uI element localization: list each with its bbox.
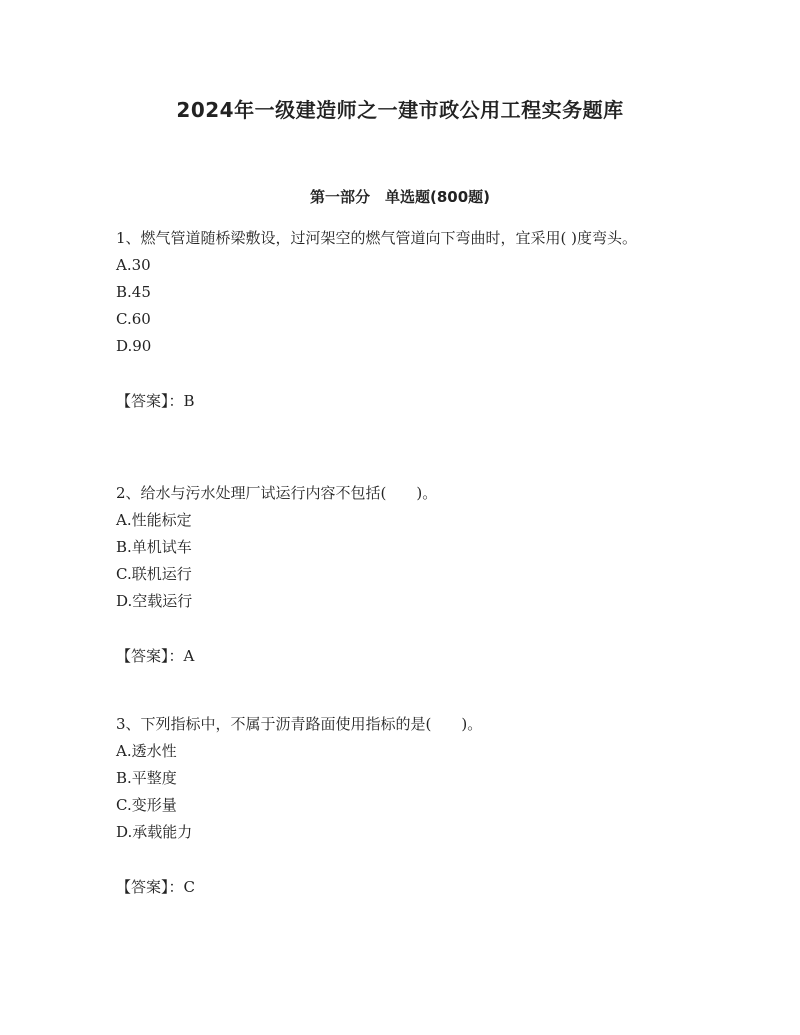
answer-line	[116, 874, 688, 901]
question-stem: 2、给水与污水处理厂试运行内容不包括( )。	[116, 484, 438, 502]
answer-label: 【答案】：	[116, 392, 184, 410]
option-d: D.空载运行	[116, 592, 193, 610]
answer-value: A	[183, 647, 195, 665]
question-stem: 1、燃气管道随桥梁敷设，过河架空的燃气管道向下弯曲时，宜采用( )度弯头。	[116, 229, 638, 247]
option-list	[116, 252, 688, 360]
option-list	[116, 507, 688, 615]
option-a: A.性能标定	[116, 511, 192, 529]
question-1	[116, 225, 688, 415]
question-stem: 3、下列指标中，不属于沥青路面使用指标的是( )。	[116, 715, 483, 733]
answer-label: 【答案】：	[116, 647, 184, 665]
option-a: A.30	[116, 256, 151, 274]
option-a: A.透水性	[116, 742, 177, 760]
document-title: 2024年一级建造师之一建市政公用工程实务题库	[176, 98, 624, 122]
option-b: B.45	[116, 283, 151, 301]
option-list	[116, 738, 688, 846]
answer-value: B	[183, 392, 195, 410]
option-b: B.单机试车	[116, 538, 192, 556]
option-c: C.联机运行	[116, 565, 192, 583]
question-2	[116, 480, 688, 670]
question-3	[116, 711, 688, 901]
option-d: D.90	[116, 337, 152, 355]
option-c: C.变形量	[116, 796, 177, 814]
option-b: B.平整度	[116, 769, 177, 787]
option-c: C.60	[116, 310, 151, 328]
answer-value: C	[183, 878, 195, 896]
section-title: 第一部分 单选题(800题)	[309, 188, 491, 206]
answer-line	[116, 643, 688, 670]
option-d: D.承载能力	[116, 823, 193, 841]
answer-line	[116, 388, 688, 415]
answer-label: 【答案】：	[116, 878, 184, 896]
